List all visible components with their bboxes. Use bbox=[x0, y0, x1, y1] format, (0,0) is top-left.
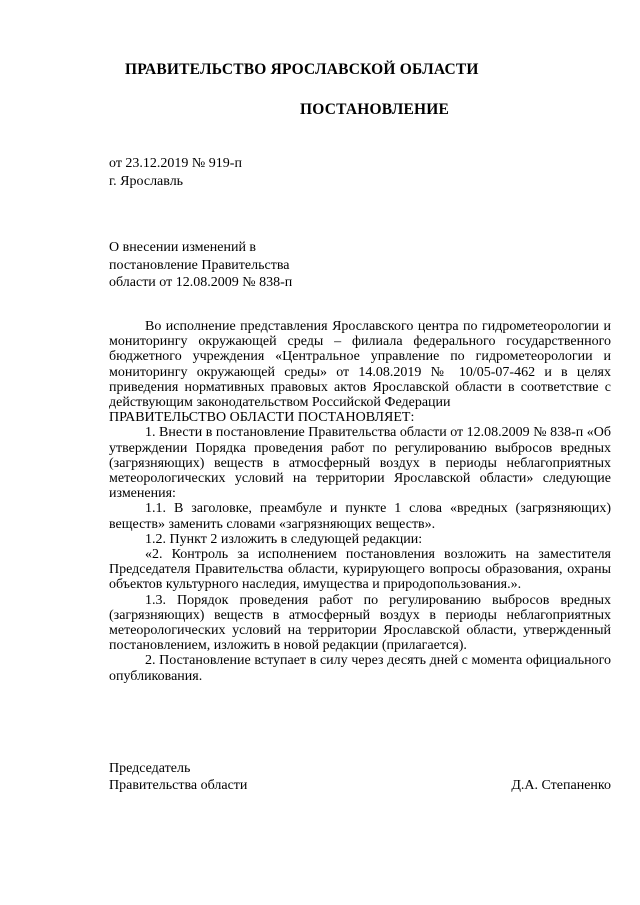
preamble-paragraph: Во исполнение представления Ярославского центра по гидрометеорологии и мониторингу окружающей среды – филиала федерального государственного бюджетного учреждения «Центральное управление по гидрометеорологии и мониторингу окружающей среды» от 14.08.2019 № 10/05-07-462 и в целях приведения нормативных правовых актов Ярославской области в соответствие с действующим законодательством Российской Федерации bbox=[109, 319, 611, 411]
signature-block bbox=[109, 760, 611, 794]
item-1: 1. Внести в постановление Правительства области от 12.08.2009 № 838-п «Об утверждении Порядка проведения работ по регулированию выбросов вредных (загрязняющих) веществ в атмосферный воздух в периоды неблагоприятных метеорологических условий на территории Ярославской области» следующие изменения: bbox=[109, 425, 611, 502]
resolves-line: ПРАВИТЕЛЬСТВО ОБЛАСТИ ПОСТАНОВЛЯЕТ: bbox=[109, 410, 415, 426]
item-1-3: 1.3. Порядок проведения работ по регулированию выбросов вредных (загрязняющих) веществ в атмосферный воздух в периоды неблагоприятных метеорологических условий на территории Ярославской области, утвержденный постановлением, изложить в новой редакции (прилагается). bbox=[109, 592, 611, 654]
document-subject bbox=[109, 239, 292, 292]
signer-name: Д.А. Степаненко bbox=[511, 778, 611, 793]
subject-line: области от 12.08.2009 № 838-п bbox=[109, 275, 293, 290]
government-title: ПРАВИТЕЛЬСТВО ЯРОСЛАВСКОЙ ОБЛАСТИ bbox=[125, 61, 479, 78]
city: г. Ярославль bbox=[109, 174, 184, 189]
item-1-2-quote: «2. Контроль за исполнением постановления возложить на заместителя Председателя Правительства области, курирующего вопросы образования, охраны объектов культурного наследия, имущества и природопользования.». bbox=[109, 547, 611, 593]
document-body bbox=[109, 319, 611, 684]
subject-line: постановление Правительства bbox=[109, 257, 290, 273]
signature-row bbox=[109, 777, 611, 794]
item-2: 2. Постановление вступает в силу через десять дней с момента официального опубликования. bbox=[109, 653, 611, 684]
signer-position-line2: Правительства области bbox=[109, 778, 248, 793]
document-meta bbox=[109, 155, 242, 191]
date-number: от 23.12.2019 № 919-п bbox=[109, 156, 242, 171]
document-type-title: ПОСТАНОВЛЕНИЕ bbox=[300, 101, 450, 118]
item-1-1: 1.1. В заголовке, преамбуле и пункте 1 слова «вредных (загрязняющих) веществ» заменить словами «загрязняющих веществ». bbox=[109, 501, 611, 532]
subject-line: О внесении изменений в bbox=[109, 240, 257, 255]
item-1-2: 1.2. Пункт 2 изложить в следующей редакции: bbox=[145, 531, 423, 547]
signer-position-line1: Председатель bbox=[109, 761, 191, 776]
